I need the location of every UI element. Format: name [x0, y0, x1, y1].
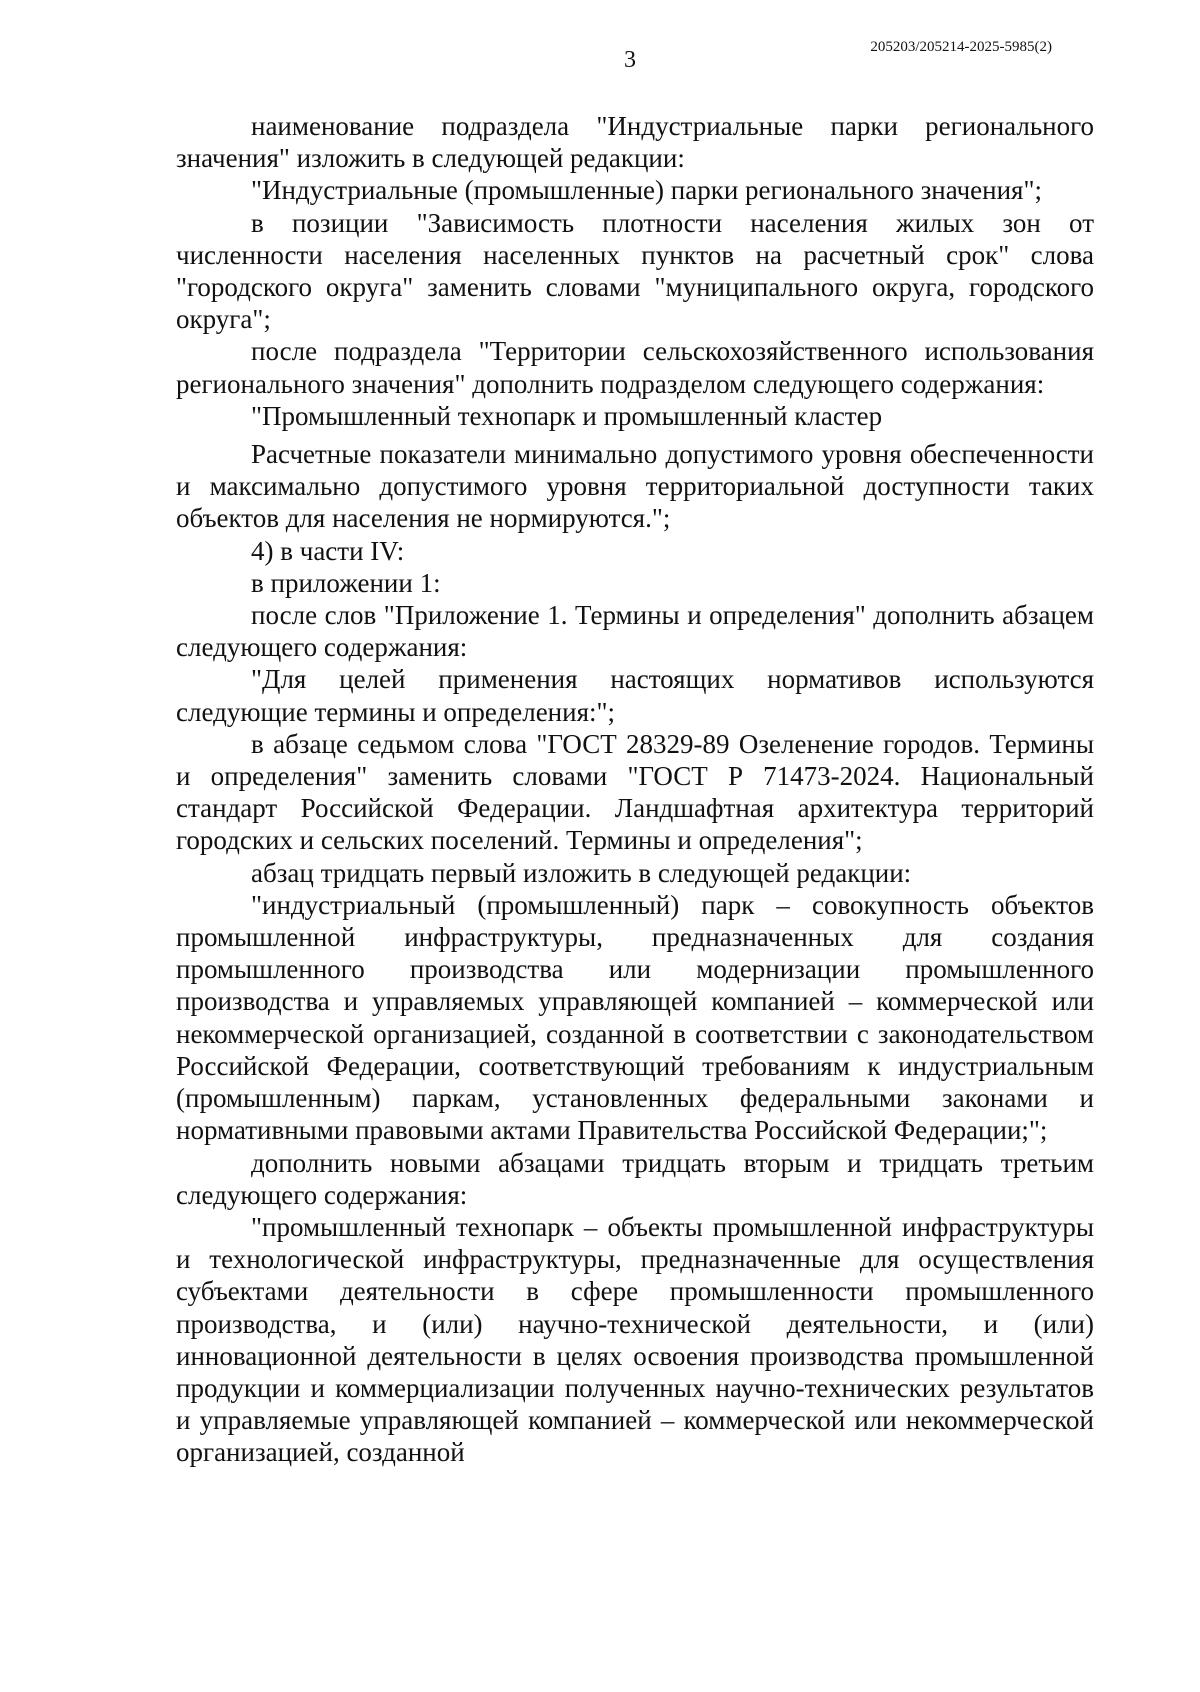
paragraph: 4) в части IV: [251, 535, 405, 566]
document-code: 205203/205214-2025-5985(2) [870, 39, 1052, 55]
paragraph: в абзаце седьмом слова "ГОСТ 28329-89 Озеленение городов. Термины и определения" заменить словами "ГОСТ Р 71473-2024. Национальный стандарт Российской Федерации. Ландшафтная архитектура территорий городских и сельских поселений. Термины и определения"; [176, 728, 1094, 856]
paragraph: "Для целей применения настоящих нормативов используются следующие термины и определения:"; [176, 664, 1094, 727]
paragraph: дополнить новыми абзацами тридцать вторым и тридцать третьим следующего содержания: [176, 1147, 1094, 1210]
paragraph: "Промышленный технопарк и промышленный кластер [251, 400, 883, 431]
paragraph: "промышленный технопарк – объекты промышленной инфраструктуры и технологической инфраструктуры, предназначенные для осуществления субъектами деятельности в сфере промышленности промышленного производства, и (или) научно-технической деятельности, и (или) инновационной деятельности в целях освоения производства промышленной продукции и коммерциализации полученных научно-технических результатов и управляемые управляющей компанией – коммерческой или некоммерческой организацией, созданной [176, 1211, 1094, 1468]
page-number: 3 [624, 47, 636, 73]
paragraph: в приложении 1: [251, 567, 441, 598]
document-body [176, 110, 1094, 1469]
paragraph: Расчетные показатели минимально допустимого уровня обеспеченности и максимально допустимого уровня территориальной доступности таких объектов для населения не нормируются."; [176, 439, 1094, 534]
paragraph: "индустриальный (промышленный) парк – совокупность объектов промышленной инфраструктуры, предназначенных для создания промышленного производства или модернизации промышленного производства и управляемых управляющей компанией – коммерческой или некоммерческой организацией, созданной в соответствии с законодательством Российской Федерации, соответствующий требованиям к индустриальным (промышленным) паркам, установленных федеральными законами и нормативными правовыми актами Правительства Российской Федерации;"; [176, 889, 1094, 1146]
paragraph: наименование подраздела "Индустриальные парки регионального значения" изложить в следующей редакции: [176, 111, 1094, 174]
paragraph: в позиции "Зависимость плотности населения жилых зон от численности населения населенных пунктов на расчетный срок" слова "городского округа" заменить словами "муниципального округа, городского округа"; [176, 207, 1094, 335]
paragraph: после подраздела "Территории сельскохозяйственного использования регионального значения" дополнить подразделом следующего содержания: [176, 336, 1094, 399]
paragraph: после слов "Приложение 1. Термины и определения" дополнить абзацем следующего содержания: [176, 600, 1094, 663]
paragraph: абзац тридцать первый изложить в следующей редакции: [251, 857, 912, 888]
paragraph: "Индустриальные (промышленные) парки регионального значения"; [251, 175, 1043, 206]
